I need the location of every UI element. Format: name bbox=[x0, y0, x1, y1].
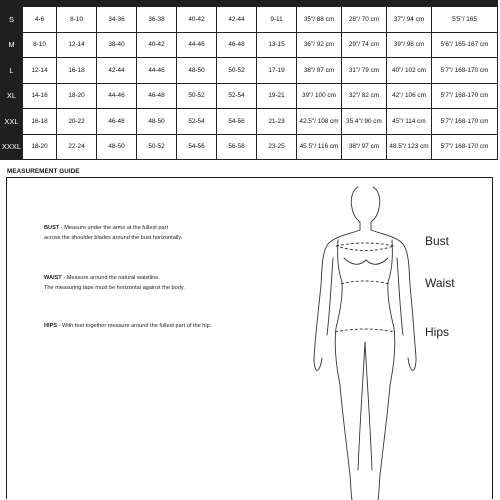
table-cell: 44-46 bbox=[137, 58, 177, 84]
table-cell: 35.4"/ 90 cm bbox=[342, 109, 387, 135]
table-cell: 45"/ 114 cm bbox=[387, 109, 432, 135]
table-cell: 44-46 bbox=[177, 32, 217, 58]
table-cell: 48-50 bbox=[137, 109, 177, 135]
inner-legs bbox=[358, 342, 372, 470]
table-cell: 42.5"/ 108 cm bbox=[297, 109, 342, 135]
left-torso-side bbox=[335, 240, 342, 385]
hips-line-1: - With feet together measure around the fullest part of the hip. bbox=[57, 323, 212, 329]
table-cell: 22-24 bbox=[57, 134, 97, 160]
size-label-cell: XXXL bbox=[1, 134, 23, 160]
right-shoulder-arm bbox=[371, 230, 416, 370]
waist-term: WAIST bbox=[44, 275, 62, 281]
right-leg bbox=[378, 385, 390, 500]
table-cell: 42"/ 106 cm bbox=[387, 83, 432, 109]
table-cell: 32"/ 82 cm bbox=[342, 83, 387, 109]
table-cell: 44-46 bbox=[97, 83, 137, 109]
size-label-cell: L bbox=[1, 58, 23, 84]
table-cell: 19-21 bbox=[257, 83, 297, 109]
waist-label: Waist bbox=[425, 276, 455, 290]
table-cell: 20-22 bbox=[57, 109, 97, 135]
table-cell: 31"/ 79 cm bbox=[342, 58, 387, 84]
table-cell: 38"/ 97 cm bbox=[342, 134, 387, 160]
table-cell: 16-18 bbox=[23, 109, 57, 135]
table-cell: 40"/ 102 cm bbox=[387, 58, 432, 84]
table-cell: 38"/ 97 cm bbox=[297, 58, 342, 84]
table-cell: 46-48 bbox=[97, 109, 137, 135]
table-cell: 5'7"/ 168-170 cm bbox=[432, 83, 498, 109]
bust-curve bbox=[344, 258, 388, 264]
bust-label: Bust bbox=[425, 234, 450, 248]
table-cell: 5'7"/ 168-170 cm bbox=[432, 109, 498, 135]
table-cell: 42-44 bbox=[217, 7, 257, 33]
table-cell: 8-10 bbox=[57, 7, 97, 33]
bust-term: BUST bbox=[44, 225, 60, 231]
waist-line-2: The measuring tape must be horizontal against the body. bbox=[44, 284, 185, 291]
size-label-cell: XL bbox=[1, 83, 23, 109]
table-cell: 36"/ 92 cm bbox=[297, 32, 342, 58]
table-cell: 5'7"/ 168-170 cm bbox=[432, 134, 498, 160]
table-cell: 38-40 bbox=[97, 32, 137, 58]
table-cell: 5'7"/ 168-170 cm bbox=[432, 58, 498, 84]
table-cell: 16-18 bbox=[57, 58, 97, 84]
table-cell: 28"/ 70 cm bbox=[342, 7, 387, 33]
table-cell: 46-48 bbox=[217, 32, 257, 58]
table-cell: 12-14 bbox=[23, 58, 57, 84]
table-cell: 4-6 bbox=[23, 7, 57, 33]
size-label-cell: S bbox=[1, 7, 23, 33]
left-leg bbox=[340, 385, 352, 500]
table-cell: 52-54 bbox=[217, 83, 257, 109]
table-cell: 48-50 bbox=[177, 58, 217, 84]
table-cell: 39"/ 98 cm bbox=[387, 32, 432, 58]
table-cell: 42-44 bbox=[97, 58, 137, 84]
waist-line-1: - Measure around the natural waistline. bbox=[61, 275, 160, 281]
table-cell: 54-56 bbox=[177, 134, 217, 160]
left-inner-arm bbox=[327, 258, 333, 335]
table-cell: 37"/ 94 cm bbox=[387, 7, 432, 33]
table-cell: 48.5"/ 123 cm bbox=[387, 134, 432, 160]
size-label-cell: M bbox=[1, 32, 23, 58]
table-cell: 36-38 bbox=[137, 7, 177, 33]
right-torso-side bbox=[388, 240, 395, 385]
table-cell: 50-52 bbox=[177, 83, 217, 109]
hips-measure-line bbox=[335, 329, 395, 332]
table-cell: 29"/ 74 cm bbox=[342, 32, 387, 58]
table-cell: 5'5"/ 165 bbox=[432, 7, 498, 33]
table-cell: 18-20 bbox=[23, 134, 57, 160]
table-cell: 40-42 bbox=[137, 32, 177, 58]
table-cell: 14-16 bbox=[23, 83, 57, 109]
size-label-cell: XXL bbox=[1, 109, 23, 135]
waist-measure-line bbox=[341, 281, 389, 284]
table-cell: 50-52 bbox=[217, 58, 257, 84]
table-cell: 17-19 bbox=[257, 58, 297, 84]
hips-label: Hips bbox=[425, 325, 450, 339]
table-cell: 48-50 bbox=[97, 134, 137, 160]
table-cell: 46-48 bbox=[137, 83, 177, 109]
table-cell: 34-36 bbox=[97, 7, 137, 33]
table-cell: 18-20 bbox=[57, 83, 97, 109]
measurement-guide-title: MEASUREMENT GUIDE bbox=[7, 168, 80, 175]
table-cell: 56-58 bbox=[217, 134, 257, 160]
bust-line-1: - Measure under the arms at the fullest part bbox=[59, 225, 169, 231]
head-outline bbox=[351, 187, 380, 230]
table-cell: 12-14 bbox=[57, 32, 97, 58]
table-cell: 50-52 bbox=[137, 134, 177, 160]
table-cell: 40-42 bbox=[177, 7, 217, 33]
hips-term: HIPS bbox=[44, 323, 58, 329]
table-cell: 54-56 bbox=[217, 109, 257, 135]
bust-line-2: across the shoulder blades around the bust horizontally. bbox=[44, 234, 183, 241]
table-cell: 39"/ 100 cm bbox=[297, 83, 342, 109]
table-cell: 23-25 bbox=[257, 134, 297, 160]
table-cell: 45.5"/ 116 cm bbox=[297, 134, 342, 160]
table-cell: 9-11 bbox=[257, 7, 297, 33]
table-cell: 52-54 bbox=[177, 109, 217, 135]
table-cell: 21-23 bbox=[257, 109, 297, 135]
table-cell: 5'6"/ 165-167 cm bbox=[432, 32, 498, 58]
table-cell: 8-10 bbox=[23, 32, 57, 58]
table-cell: 13-15 bbox=[257, 32, 297, 58]
bust-measure-line bbox=[336, 243, 394, 251]
right-inner-arm bbox=[397, 258, 403, 335]
table-cell: 35"/ 88 cm bbox=[297, 7, 342, 33]
left-shoulder-arm bbox=[314, 230, 360, 370]
